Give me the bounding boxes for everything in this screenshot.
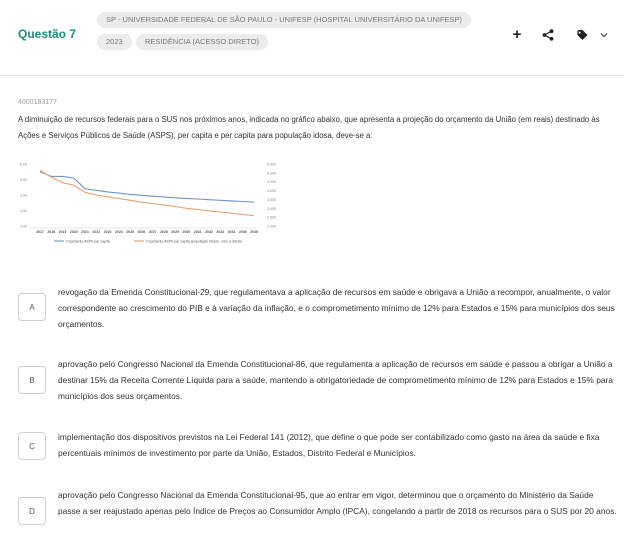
left-tick-label: 4,50 (20, 209, 27, 213)
series-lines (40, 170, 254, 216)
x-tick-label: 2028 (159, 230, 168, 234)
tag-icon[interactable] (574, 26, 590, 44)
option-a-text[interactable]: revogação da Emenda Constitucional-29, que regulamentava a aplicação de recursos em saúde e obrigava a União a recompor, anualmente, o valor correspondente ao crescimento do PIB e à variação da inflação, e o comprometimento mínimo de 12% para Estados e 15% para municípios dos seus orçamentos. (58, 287, 615, 329)
chart-legend (54, 239, 242, 243)
x-tick-label: 2032 (205, 230, 213, 234)
option-c-letter-button[interactable]: C (18, 432, 46, 460)
x-tick-label: 2033 (216, 230, 225, 234)
x-tick-label: 2034 (227, 230, 236, 234)
question-label: Questão 7 (18, 27, 77, 41)
right-tick-label: 3.500 (267, 197, 276, 202)
x-tick-label: 2019 (58, 230, 67, 234)
question-header (0, 0, 624, 76)
x-tick-label: 2024 (114, 230, 123, 234)
budget-projection-chart (18, 156, 284, 248)
option-d-letter-button[interactable]: D (18, 497, 46, 525)
option-b-text[interactable] (58, 356, 618, 404)
x-tick-label: 2036 (250, 230, 258, 234)
series-line-2 (40, 170, 254, 216)
x-tick-label: 2020 (69, 230, 78, 234)
x-tick-label: 2017 (36, 230, 44, 234)
chevron-down-icon[interactable] (598, 26, 610, 44)
option-a-letter-button[interactable]: A (18, 293, 46, 321)
option-b-text-content[interactable]: aprovação pelo Congresso Nacional da Emenda Constitucional-86, que regulamenta a aplicação de recursos em saúde e passou a obrigar a União a destinar 15% da Receita Corrente Líquida para a saúde, mantendo a obrigatoriedade de comprometimento mínimo de 12% para Estados e 15% para municípios dos seus orçamentos. (58, 359, 613, 401)
right-tick-label: 5.500 (267, 162, 276, 167)
left-axis-ticks (20, 163, 27, 229)
right-tick-label: 3.000 (267, 206, 276, 211)
year-tag[interactable]: 2023 (97, 34, 132, 50)
left-tick-label: 5,50 (20, 178, 27, 182)
x-tick-label: 2018 (47, 230, 56, 234)
institution-tag[interactable]: SP - UNIVERSIDADE FEDERAL DE SÃO PAULO - UNIFESP (HOSPITAL UNIVERSITÁRIO DA UNIFESP) (97, 12, 471, 28)
right-tick-label: 2.000 (267, 224, 276, 229)
x-tick-label: 2029 (171, 230, 180, 234)
x-tick-label: 2035 (238, 230, 247, 234)
left-tick-label: 6,00 (20, 162, 27, 167)
right-tick-label: 5.000 (267, 171, 276, 176)
share-icon[interactable] (540, 26, 556, 44)
right-tick-label: 2.500 (267, 215, 276, 220)
left-tick-label: 4,00 (20, 224, 27, 229)
right-axis-ticks (267, 163, 276, 229)
question-statement: A diminuição de recursos federais para o SUS nos próximos anos, indicada no gráfico abaixo, que apresenta a projeção do orçamento da União (em reais) destinado às Ações e Serviços Públicos de Saúde (ASPS), per capita e per capita para população idosa, deve-se a: (18, 115, 600, 140)
option-b-letter-button[interactable]: B (18, 366, 46, 394)
x-tick-label: 2027 (148, 230, 157, 234)
x-tick-label: 2021 (81, 230, 89, 234)
legend-label: Orçamento ASPS per capita (66, 239, 110, 244)
left-tick-label: 5,00 (20, 193, 27, 198)
right-tick-label: 4.500 (267, 180, 276, 185)
series-line-1 (40, 172, 254, 202)
x-tick-label: 2023 (103, 230, 112, 234)
x-tick-label: 2026 (137, 230, 146, 234)
x-axis-ticks (36, 230, 258, 234)
x-tick-label: 2022 (92, 230, 101, 234)
exam-type-tag[interactable]: RESIDÊNCIA (ACESSO DIRETO) (136, 34, 268, 50)
option-d-text[interactable]: aprovação pelo Congresso Nacional da Emenda Constitucional-95, que ao entrar em vigor, determinou que o orçamento do Ministério da Saúde passe a ser reajustado apenas pelo Índice de Preços ao Consumidor Amplo (IPCA), congelando a partir de 2018 os recursos para o SUS por 20 anos. (58, 490, 617, 516)
plus-icon[interactable]: + (512, 26, 522, 43)
x-tick-label: 2031 (193, 230, 202, 234)
x-tick-label: 2030 (182, 230, 191, 234)
x-tick-label: 2025 (126, 230, 135, 234)
right-tick-label: 4.000 (267, 189, 276, 194)
question-id: 4000183177 (18, 99, 57, 106)
option-c-text[interactable]: implementação dos dispositivos previstos na Lei Federal 141 (2012), que define o que pode ser contabilizado como gasto na área da saúde e fixa percentuais mínimos de investimento por parte da União, Estados, Distrito Federal e Municípios. (58, 432, 600, 458)
legend-label: Orçamento ASPS per capita (população idosa) - eixo à direita (146, 239, 242, 244)
